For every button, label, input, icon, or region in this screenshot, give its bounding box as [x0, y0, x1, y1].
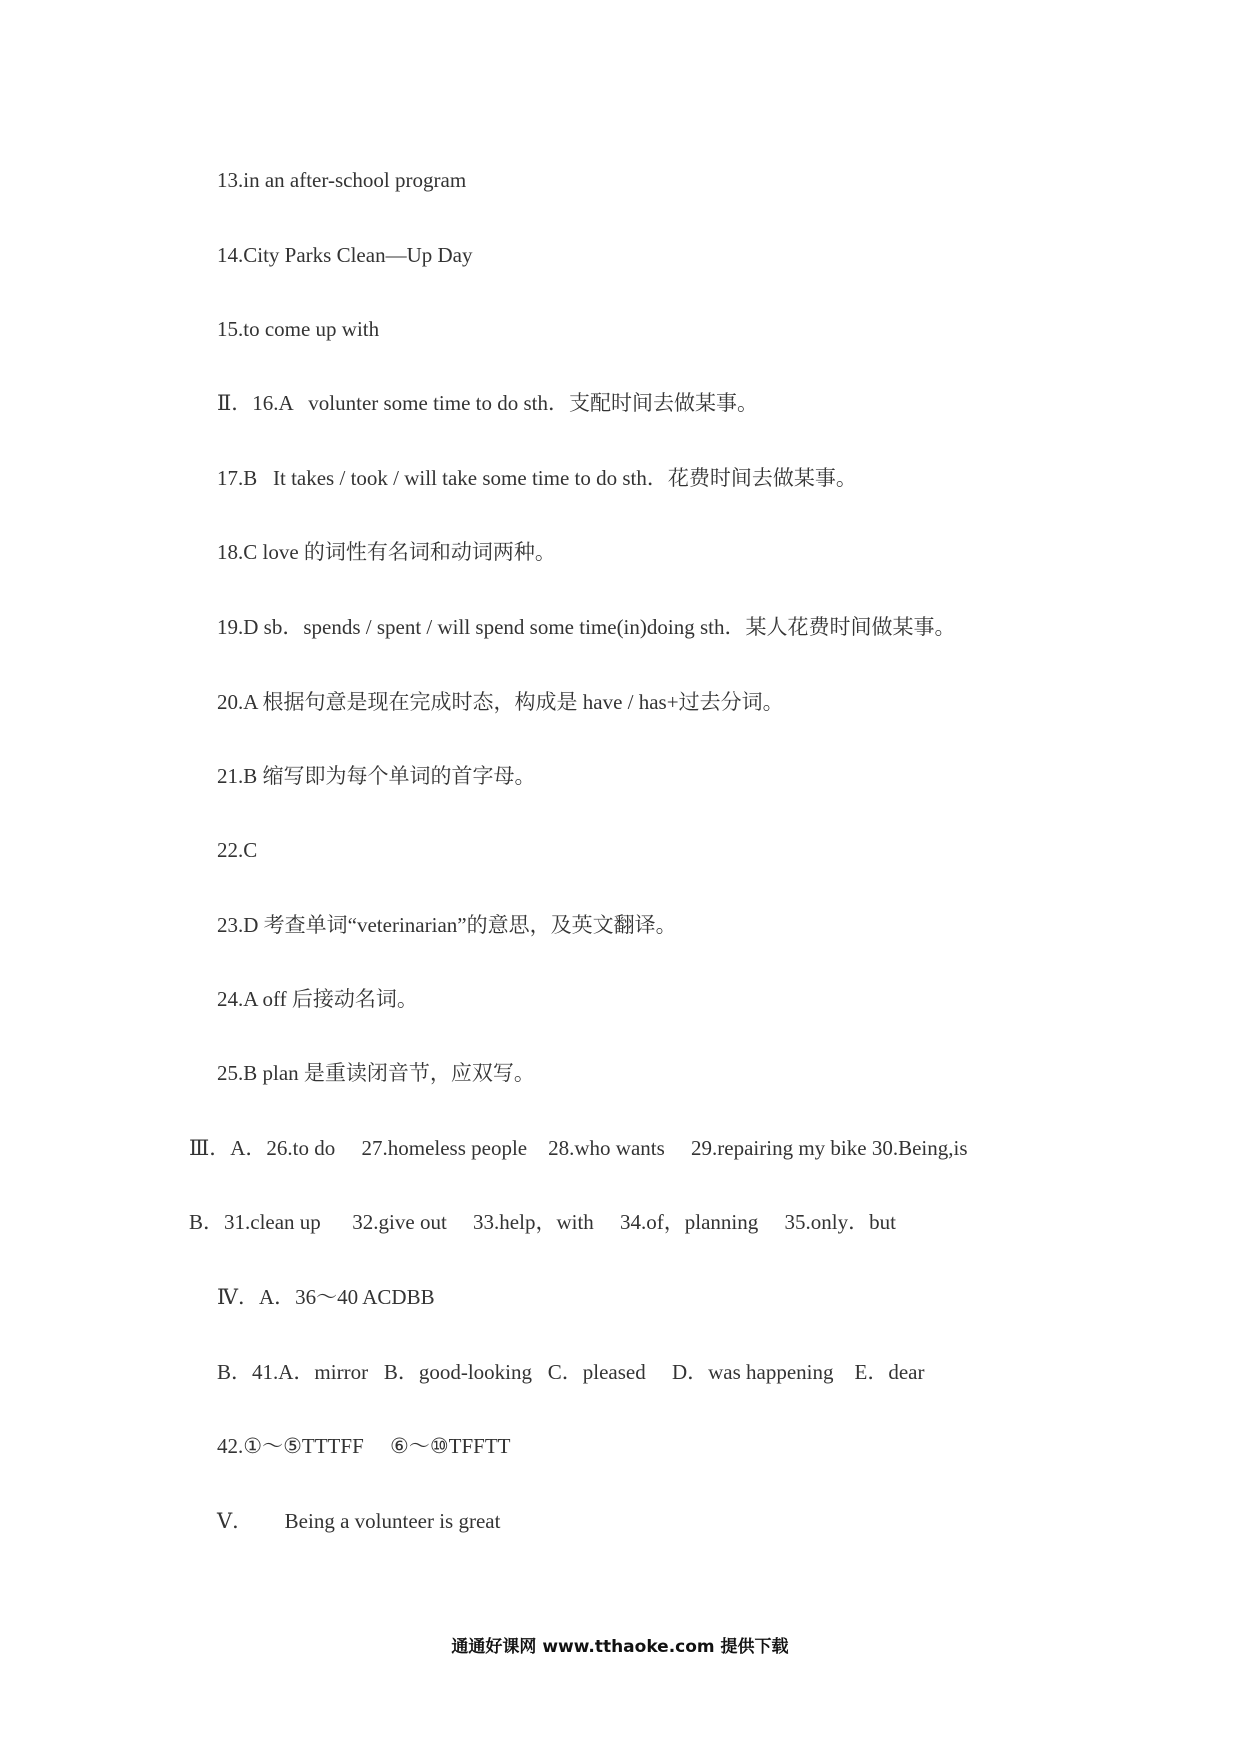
answer-17: 17.B It takes / took / will take some time to do sth．花费时间去做某事。: [217, 466, 857, 490]
section-4-part-a: Ⅳ．A．36～40 ACDBB: [217, 1285, 435, 1309]
answer-25: 25.B plan 是重读闭音节，应双写。: [217, 1061, 535, 1085]
answer-19: 19.D sb．spends / spent / will spend some time(in)doing sth．某人花费时间做某事。: [217, 615, 956, 639]
answer-13: 13.in an after-school program: [217, 168, 467, 192]
answer-15: 15.to come up with: [217, 317, 380, 341]
answer-21: 21.B 缩写即为每个单词的首字母。: [217, 764, 536, 788]
answer-14: 14.City Parks Clean—Up Day: [217, 243, 473, 267]
page-footer: 通通好课网 www.tthaoke.com 提供下载: [451, 1637, 789, 1657]
answer-16: Ⅱ．16.A volunter some time to do sth．支配时间去做某事。: [217, 391, 759, 415]
answer-24: 24.A off 后接动名词。: [217, 987, 418, 1011]
section-4-part-b: B．41.A．mirror B．good-looking C．pleased D．was happening E．dear: [217, 1360, 925, 1384]
section-3-part-b: B．31.clean up 32.give out 33.help，with 34.of，planning 35.only．but: [189, 1210, 896, 1234]
answer-20: 20.A 根据句意是现在完成时态，构成是 have / has+过去分词。: [217, 690, 784, 714]
answer-18: 18.C love 的词性有名词和动词两种。: [217, 540, 556, 564]
answer-42: 42.①～⑤TTTFF ⑥～⑩TFFTT: [217, 1434, 511, 1458]
section-3-part-a: Ⅲ．A．26.to do 27.homeless people 28.who wants 29.repairing my bike 30.Being,is: [189, 1136, 968, 1160]
answer-22: 22.C: [217, 838, 258, 862]
answer-23: 23.D 考查单词“veterinarian”的意思，及英文翻译。: [217, 913, 677, 937]
section-5: Ⅴ． Being a volunteer is great: [217, 1509, 501, 1533]
